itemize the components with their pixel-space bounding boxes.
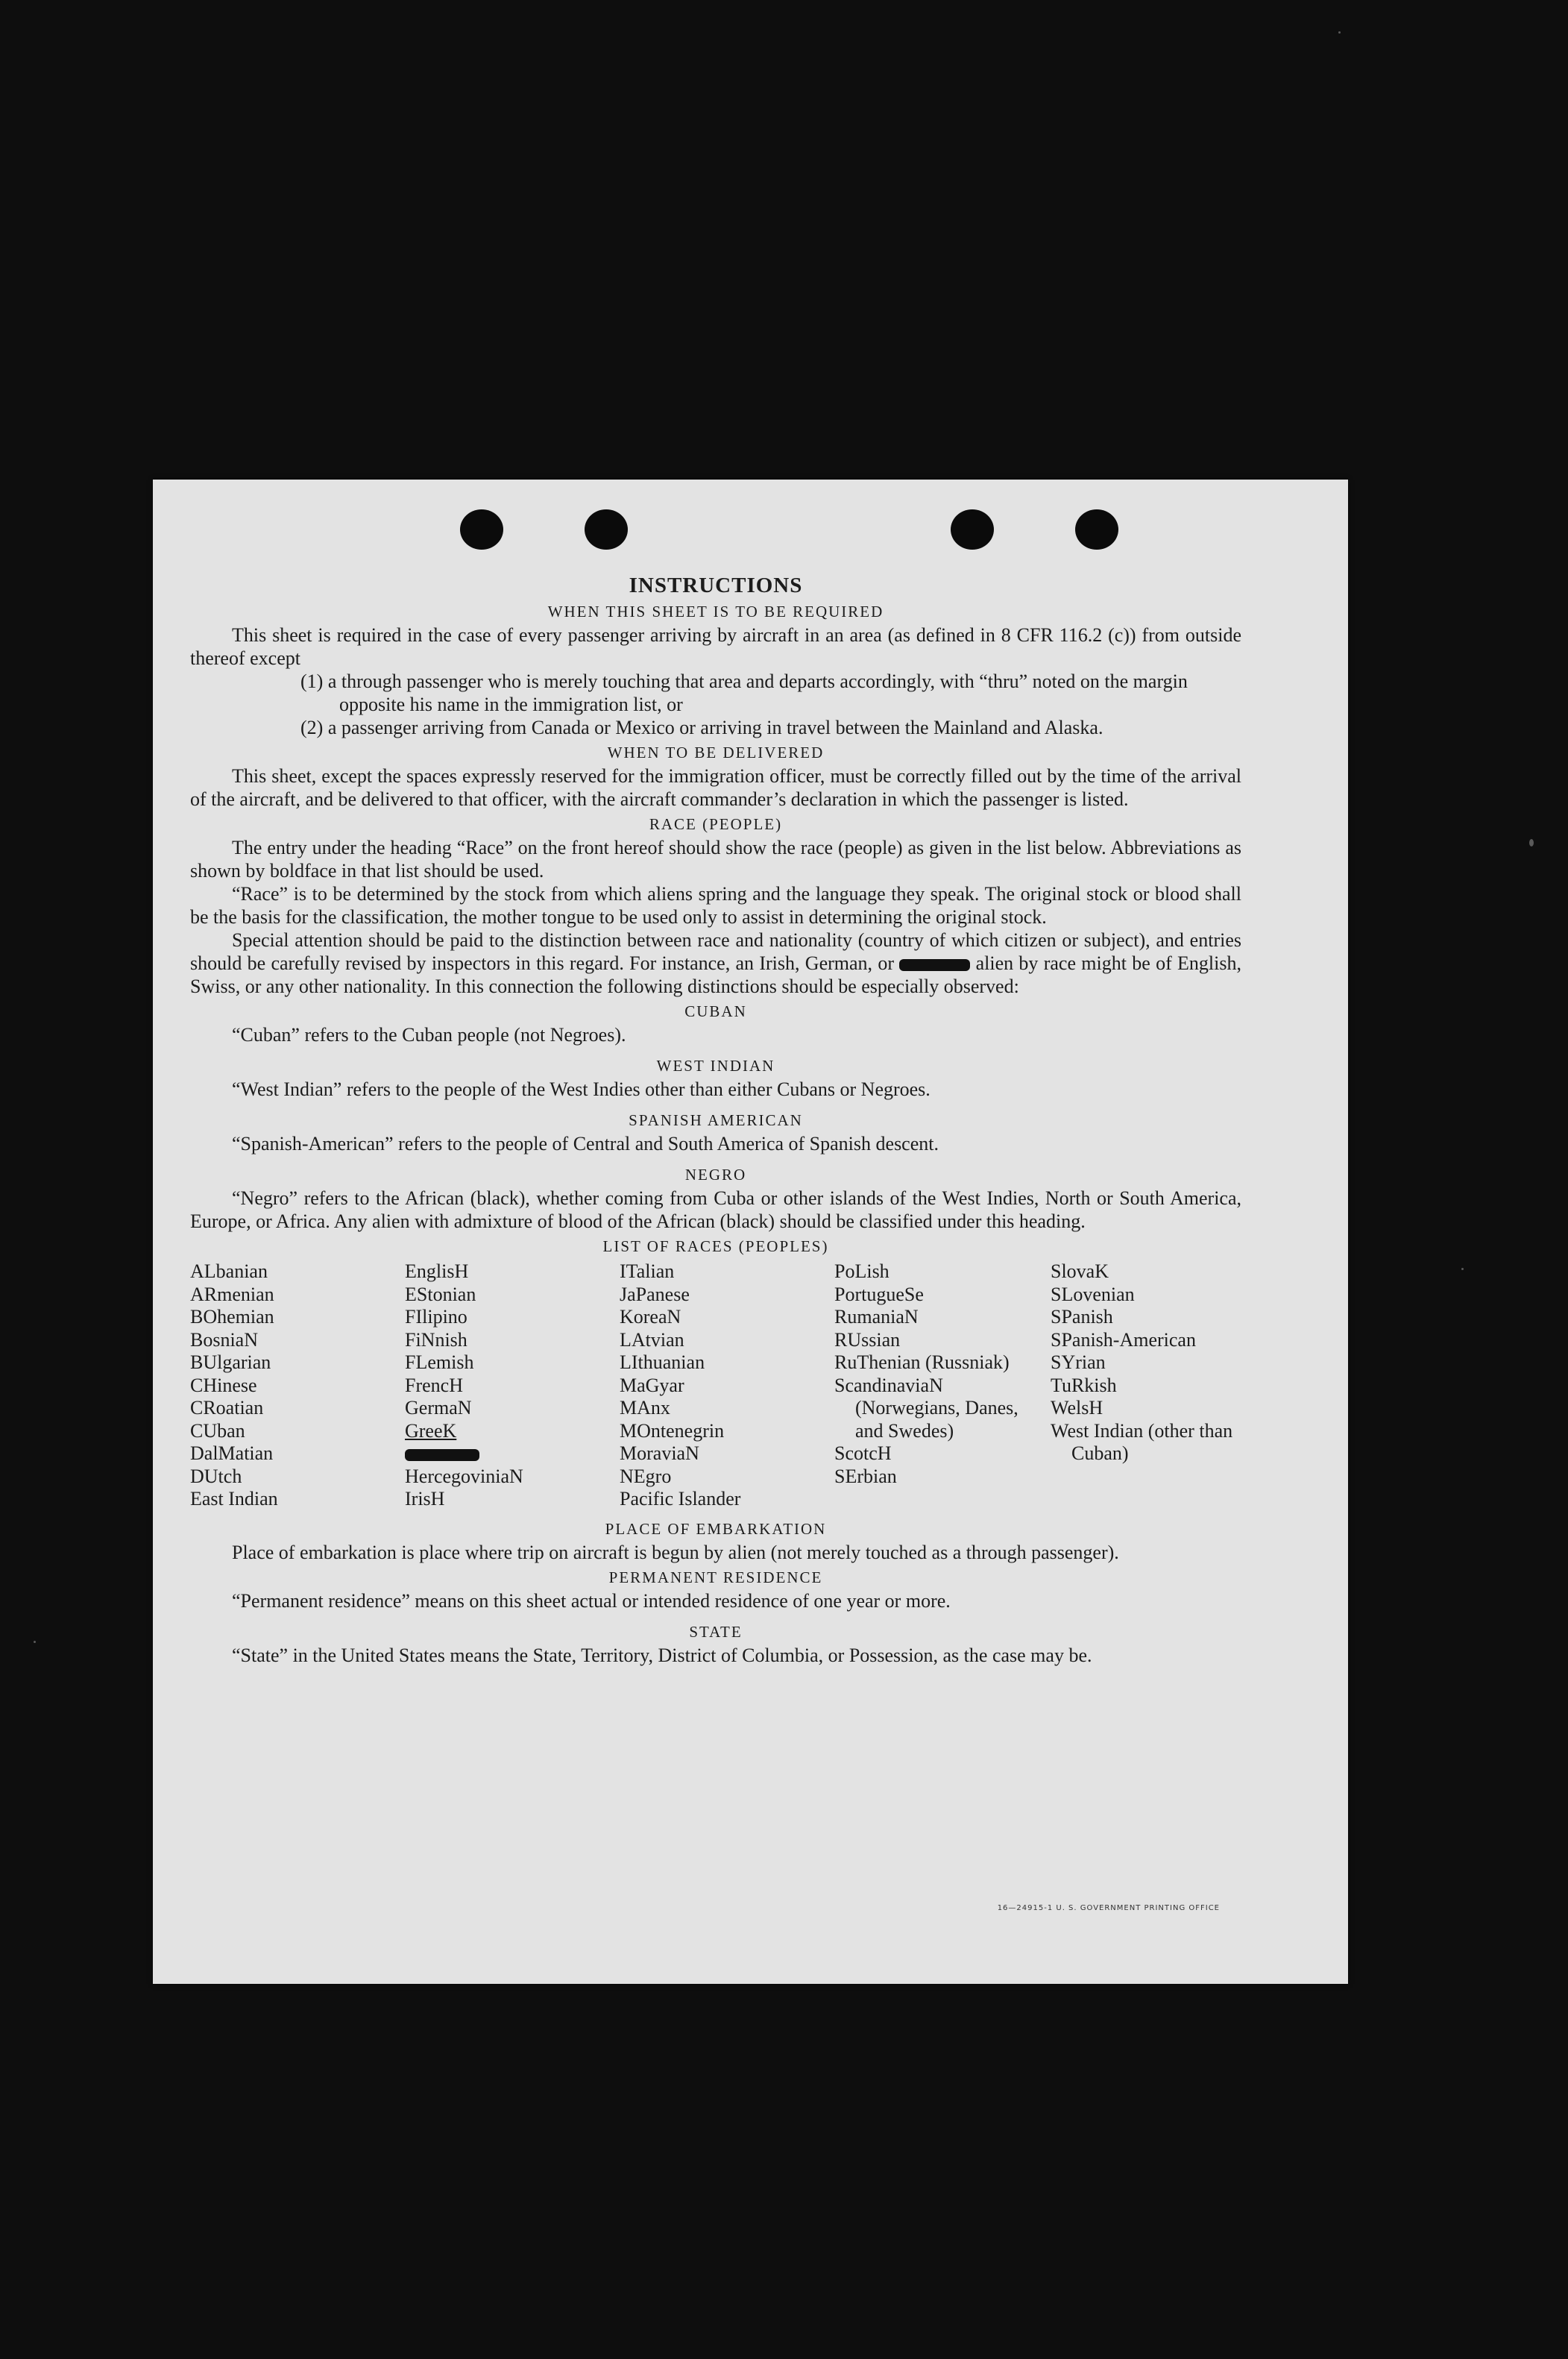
- race-paragraph-1: The entry under the heading “Race” on the front hereof should show the race (people) as given in the list below. Abbreviations as shown by boldface in that list should be used.: [190, 837, 1241, 882]
- scan-speck: [34, 1641, 36, 1643]
- heading-when-delivered: WHEN TO BE DELIVERED: [607, 744, 825, 761]
- embarkation-text: Place of embarkation is place where trip on aircraft is begun by alien (not merely touched as a through passenger).: [232, 1541, 1119, 1563]
- race-entry: CUban: [190, 1419, 245, 1442]
- race-entry: BOhemian: [190, 1306, 274, 1328]
- instruction-sheet: [153, 480, 1348, 1984]
- race-entry: PortugueSe: [834, 1283, 924, 1305]
- redaction-mark: [899, 959, 970, 971]
- race-entry: GreeK: [405, 1419, 457, 1442]
- race-paragraph-2: “Race” is to be determined by the stock from which aliens spring and the language they speak. The original stock or blood shall be the basis for the classification, the mother tongue to be used only to assist in determining the original stock.: [190, 883, 1241, 928]
- race-paragraph-3-part-a: Special attention should be paid to the distinction between race and nationality (country of which citizen or subject), and entries should be carefully revised by inspectors in this regard. For instance, an Irish, German, or: [190, 929, 1241, 974]
- race-column-2: [405, 1260, 620, 1511]
- heading-embarkation: PLACE OF EMBARKATION: [605, 1519, 827, 1538]
- race-entry: SPanish-American: [1051, 1328, 1196, 1351]
- heading-negro: NEGRO: [684, 1166, 747, 1184]
- race-entry: ITalian: [620, 1260, 675, 1282]
- heading-spanish-american: SPANISH AMERICAN: [629, 1111, 803, 1129]
- page-title: INSTRUCTIONS: [629, 574, 803, 597]
- heading-list-of-races: LIST OF RACES (PEOPLES): [602, 1237, 829, 1255]
- race-entry: DUtch: [190, 1465, 242, 1487]
- race-entry: KoreaN: [620, 1306, 681, 1328]
- race-entry: BosniaN: [190, 1328, 258, 1351]
- heading-west-indian: WEST INDIAN: [656, 1057, 775, 1075]
- race-entry: CHinese: [190, 1374, 257, 1396]
- race-entry: JaPanese: [620, 1283, 690, 1305]
- scan-speck: [1461, 1268, 1464, 1270]
- race-paragraph-3-part-b: alien by race might be of English, Swiss, or any other nationality. In this connection the following distinctions should be especially observed:: [190, 952, 1241, 997]
- punch-hole: [460, 509, 503, 550]
- race-entry: MOntenegrin: [620, 1419, 725, 1442]
- when-required-intro: This sheet is required in the case of every passenger arriving by aircraft in an area (as defined in 8 CFR 116.2 (c)) from outside thereof except: [190, 624, 1241, 669]
- race-entry: WelsH: [1051, 1397, 1103, 1419]
- heading-cuban: CUBAN: [684, 1002, 747, 1020]
- race-entry: PoLish: [834, 1260, 890, 1282]
- race-entry: EStonian: [405, 1283, 476, 1305]
- race-entry: EnglisH: [405, 1260, 469, 1282]
- punch-hole: [585, 509, 628, 550]
- race-entry: SLovenian: [1051, 1283, 1135, 1305]
- punch-hole: [951, 509, 994, 550]
- redaction-mark: [405, 1449, 479, 1461]
- race-entry: DalMatian: [190, 1442, 274, 1464]
- race-entry: ALbanian: [190, 1260, 268, 1282]
- race-entry: ScotcH: [834, 1442, 892, 1464]
- scan-speck: [1338, 31, 1341, 34]
- race-entry: MoraviaN: [620, 1442, 699, 1464]
- race-entry: SYrian: [1051, 1351, 1106, 1373]
- race-entry: GermaN: [405, 1397, 472, 1419]
- negro-text: “Negro” refers to the African (black), whether coming from Cuba or other islands of the West Indies, North or South America, Europe, or Africa. Any alien with admixture of blood of the African (black) should be classified under this heading.: [190, 1187, 1241, 1232]
- heading-when-required: WHEN THIS SHEET IS TO BE REQUIRED: [547, 603, 884, 621]
- race-column-4: [834, 1260, 1051, 1511]
- race-column-1: [190, 1260, 405, 1511]
- exception-item-1: (1) a through passenger who is merely touching that area and departs accordingly, with “thru” noted on the margin opposite his name in the immigration list, or: [300, 670, 1188, 715]
- race-entry: SPanish: [1051, 1306, 1113, 1328]
- race-entry: West Indian (other than Cuban): [1051, 1419, 1233, 1464]
- punch-hole: [1075, 509, 1118, 550]
- race-entry: FIlipino: [405, 1306, 467, 1328]
- exception-item-2: (2) a passenger arriving from Canada or Mexico or arriving in travel between the Mainland and Alaska.: [300, 717, 1103, 738]
- sheet-content: [190, 574, 1241, 1667]
- race-entry: NEgro: [620, 1465, 672, 1487]
- heading-race: RACE (PEOPLE): [649, 815, 783, 833]
- heading-state: STATE: [689, 1622, 743, 1641]
- race-entry: BUlgarian: [190, 1351, 271, 1373]
- race-paragraph-3: [190, 929, 1241, 998]
- race-entry: TuRkish: [1051, 1374, 1117, 1396]
- race-column-5: [1051, 1260, 1241, 1511]
- printing-office-code: 16—24915-1 U. S. GOVERNMENT PRINTING OFFICE: [997, 1904, 1220, 1912]
- race-entry: RUssian: [834, 1328, 901, 1351]
- race-list: [190, 1260, 1241, 1511]
- race-entry: ScandinaviaN (Norwegians, Danes, and Swedes): [834, 1374, 1018, 1442]
- race-entry: East Indian: [190, 1488, 278, 1510]
- race-entry-redacted: [405, 1442, 620, 1466]
- residence-text: “Permanent residence” means on this sheet actual or intended residence of one year or more.: [232, 1589, 951, 1612]
- race-entry: FiNnish: [405, 1328, 467, 1351]
- race-entry: IrisH: [405, 1488, 445, 1510]
- race-entry: FrencH: [405, 1374, 463, 1396]
- race-entry: FLemish: [405, 1351, 474, 1373]
- race-entry: ARmenian: [190, 1283, 274, 1305]
- race-entry: MAnx: [620, 1397, 670, 1419]
- race-entry: RumaniaN: [834, 1306, 919, 1328]
- race-entry: RuThenian (Russniak): [834, 1351, 1010, 1373]
- race-entry: MaGyar: [620, 1374, 684, 1396]
- west-indian-text: “West Indian” refers to the people of the West Indies other than either Cubans or Negroes.: [232, 1078, 931, 1100]
- race-entry: LAtvian: [620, 1328, 684, 1351]
- spanish-american-text: “Spanish-American” refers to the people of Central and South America of Spanish descent.: [232, 1133, 939, 1155]
- race-entry: HercegoviniaN: [405, 1465, 523, 1487]
- race-entry: Pacific Islander: [620, 1488, 741, 1510]
- cuban-text: “Cuban” refers to the Cuban people (not Negroes).: [232, 1024, 626, 1046]
- race-entry: SErbian: [834, 1465, 897, 1487]
- state-text: “State” in the United States means the State, Territory, District of Columbia, or Possession, as the case may be.: [232, 1644, 1092, 1666]
- race-entry: SlovaK: [1051, 1260, 1109, 1282]
- race-column-3: [620, 1260, 834, 1511]
- race-entry: LIthuanian: [620, 1351, 705, 1373]
- race-entry: CRoatian: [190, 1397, 264, 1419]
- when-delivered-text: This sheet, except the spaces expressly reserved for the immigration officer, must be correctly filled out by the time of the arrival of the aircraft, and be delivered to that officer, with the aircraft commander’s declaration in which the passenger is listed.: [190, 765, 1241, 810]
- heading-permanent-residence: PERMANENT RESIDENCE: [608, 1568, 823, 1586]
- scan-speck: [1529, 839, 1534, 846]
